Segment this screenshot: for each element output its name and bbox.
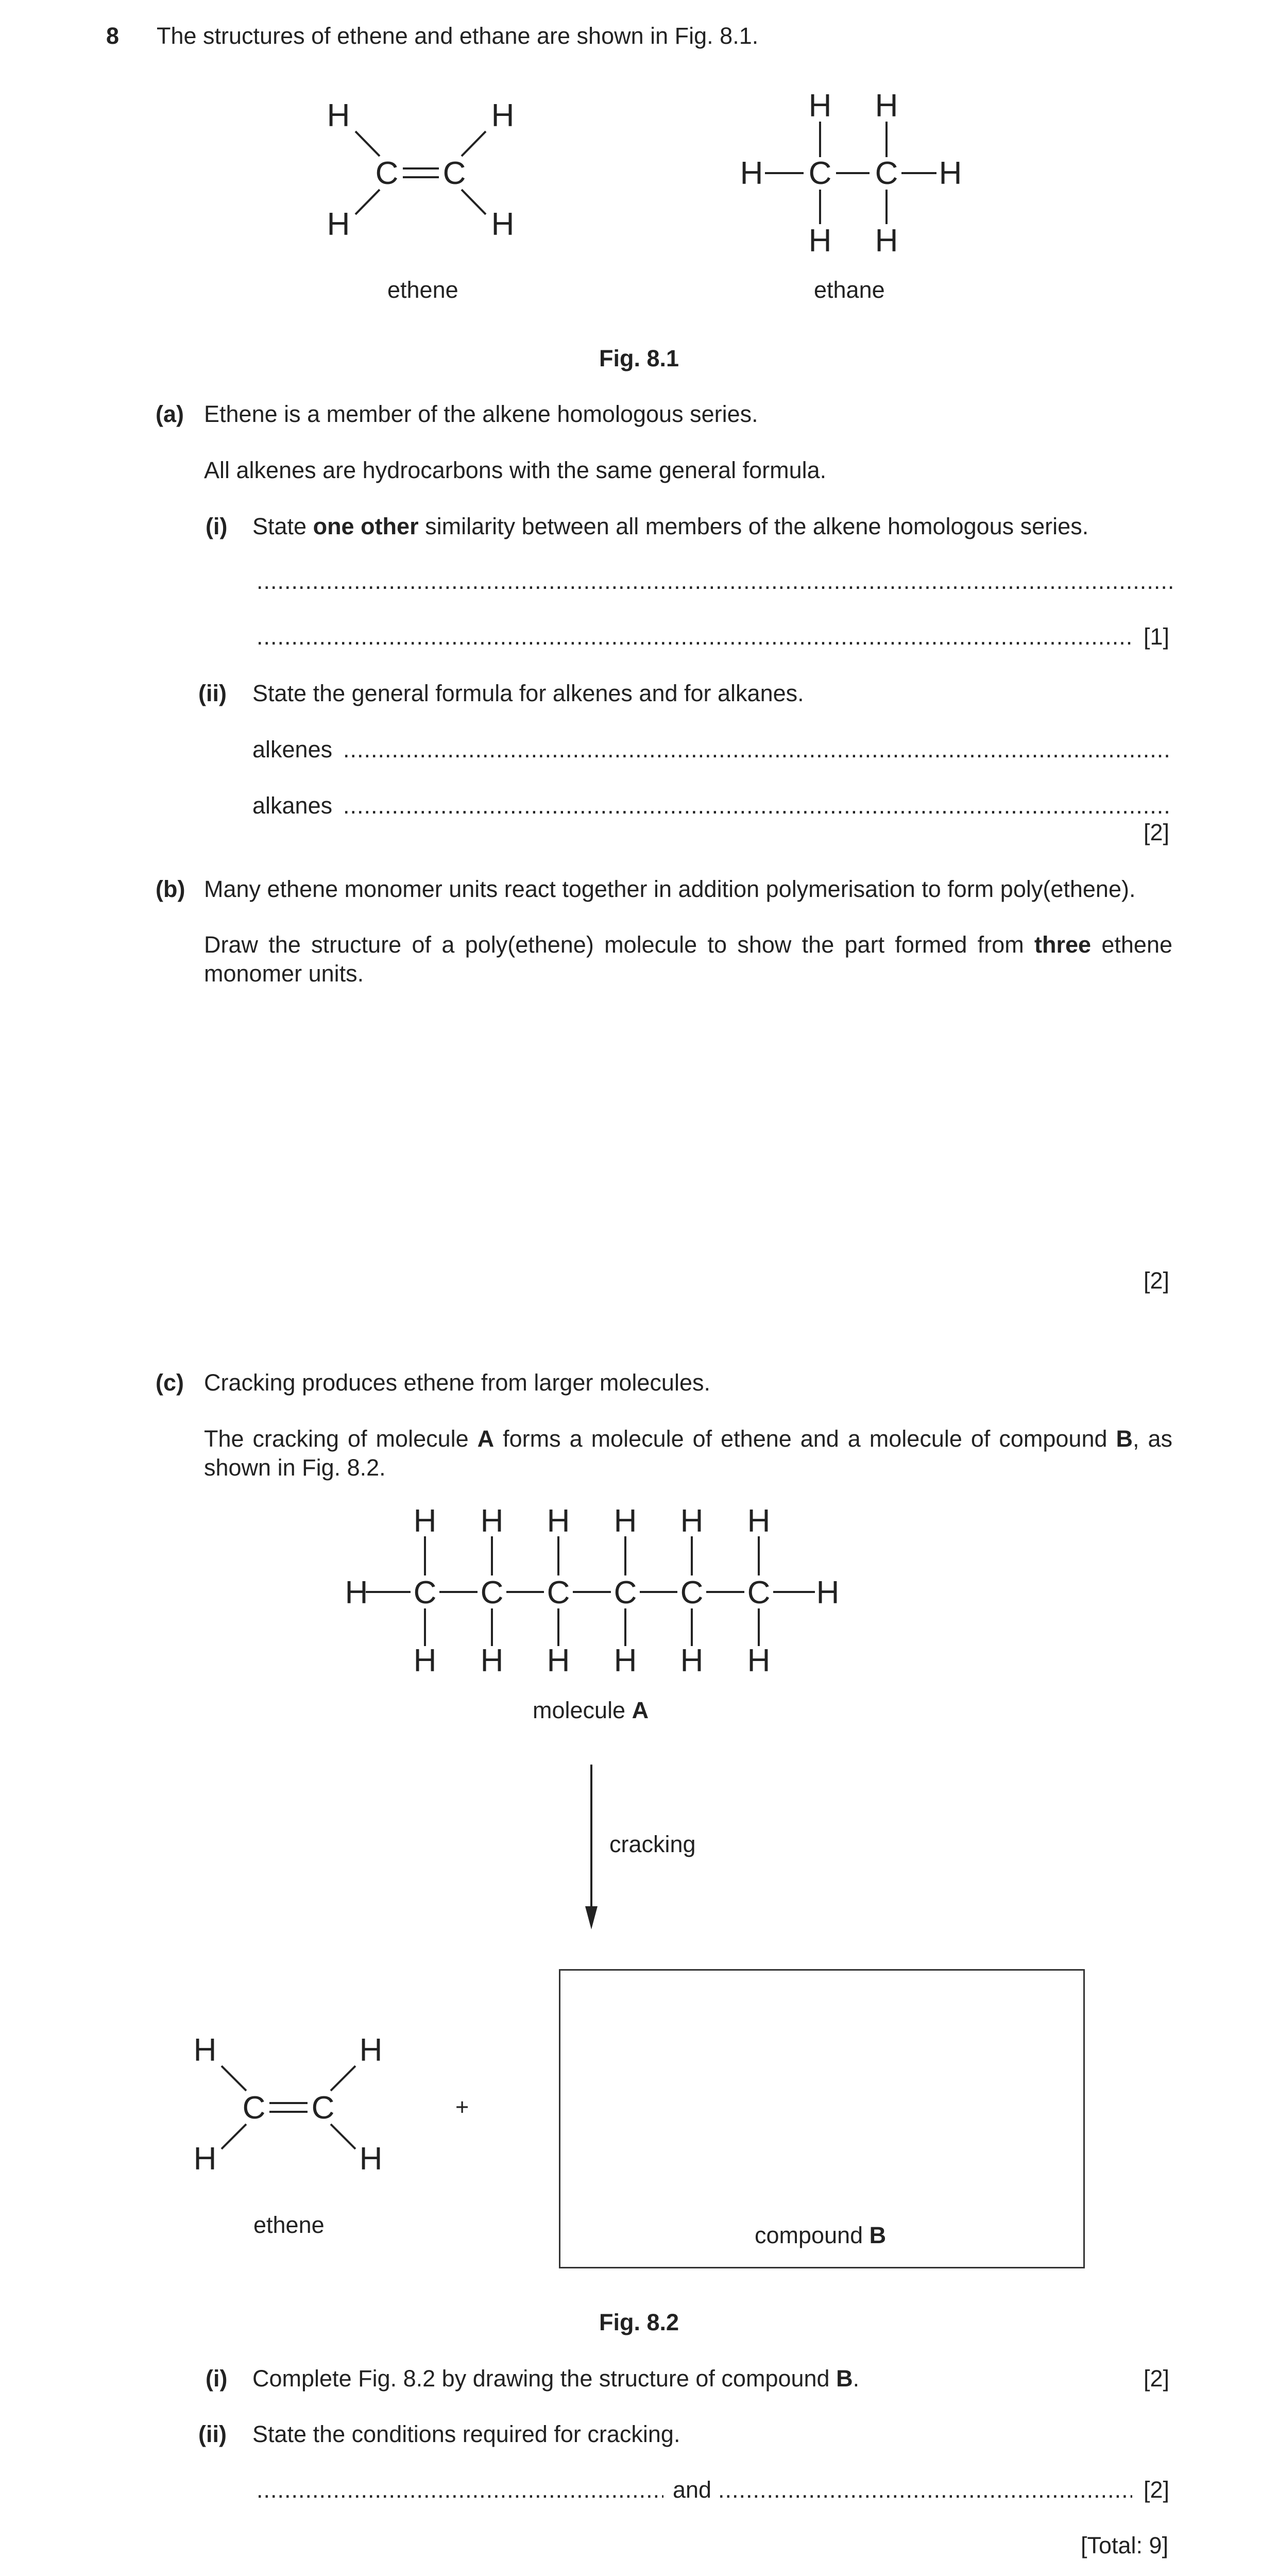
cracking-label: cracking: [609, 1831, 696, 1857]
atom-h: H: [875, 88, 898, 124]
ethane-bonds-fig81: [765, 122, 936, 224]
atom-h: H: [547, 1503, 570, 1539]
ethene-label: ethene: [387, 277, 458, 303]
ethene-atoms-fig82: [194, 2032, 383, 2177]
part-a-text1: Ethene is a member of the alkene homologous series.: [204, 401, 758, 427]
atom-c: C: [747, 1575, 771, 1611]
atom-c: C: [311, 2090, 335, 2126]
fig-8-2-caption: Fig. 8.2: [599, 2309, 679, 2335]
part-a-label: (a): [156, 401, 184, 427]
cracking-arrowhead: [585, 1906, 598, 1929]
atom-h: H: [614, 1643, 637, 1679]
ethene-label-fig82: ethene: [253, 2212, 325, 2238]
alkanes-label: alkanes: [252, 792, 333, 819]
atom-h: H: [413, 1643, 437, 1679]
part-c-i-question: Complete Fig. 8.2 by drawing the structure of compound B.: [252, 2365, 860, 2392]
atom-c: C: [480, 1575, 504, 1611]
part-c-label: (c): [156, 1369, 184, 1396]
ethene-bonds-fig82: [221, 2066, 355, 2149]
atom-h: H: [747, 1503, 771, 1539]
atom-h: H: [480, 1643, 504, 1679]
fig-8-1-caption: Fig. 8.1: [599, 345, 679, 371]
atom-h: H: [359, 2141, 383, 2177]
part-b-label: (b): [156, 876, 185, 902]
molecule-a-label: molecule A: [533, 1697, 649, 1723]
plus-sign: +: [455, 2094, 469, 2120]
atom-h: H: [680, 1503, 704, 1539]
atom-h: H: [491, 207, 515, 242]
atom-h: H: [359, 2032, 383, 2068]
alkanes-answer-line[interactable]: [343, 791, 1172, 818]
question-intro: The structures of ethene and ethane are shown in Fig. 8.1.: [157, 23, 759, 49]
part-c-ii-marks: [2]: [1144, 2477, 1170, 2503]
atom-h: H: [614, 1503, 637, 1539]
part-c-i-label: (i): [206, 2365, 228, 2392]
part-a-ii-label: (ii): [198, 680, 227, 706]
atom-c: C: [614, 1575, 637, 1611]
atom-h: H: [680, 1643, 704, 1679]
atom-h: H: [327, 98, 350, 133]
atom-h: H: [193, 2032, 217, 2068]
part-c-ii-label: (ii): [198, 2421, 227, 2447]
atom-c: C: [442, 156, 466, 191]
atom-h: H: [808, 223, 832, 259]
atom-c: C: [875, 156, 898, 191]
part-a-i-question: State one other similarity between all members of the alkene homologous series.: [252, 513, 1089, 539]
atom-h: H: [345, 1575, 368, 1611]
part-c-i-marks: [2]: [1144, 2365, 1170, 2392]
part-b-text1: Many ethene monomer units react together in addition polymerisation to form poly(ethene).: [204, 876, 1136, 902]
part-a-ii-question: State the general formula for alkenes and for alkanes.: [252, 680, 804, 706]
conditions-answer-line-2[interactable]: [718, 2476, 1132, 2502]
alkenes-answer-line[interactable]: [343, 735, 1172, 762]
atom-h: H: [808, 88, 832, 124]
conditions-answer-line-1[interactable]: [257, 2476, 663, 2502]
compound-b-label: compound B: [755, 2222, 887, 2248]
answer-line[interactable]: [257, 567, 1172, 594]
atom-h: H: [747, 1643, 771, 1679]
atom-c: C: [680, 1575, 704, 1611]
and-word: and: [673, 2477, 712, 2503]
part-b-text2: Draw the structure of a poly(ethene) molecule to show the part formed from three ethene monomer units.: [204, 931, 1173, 987]
atom-h: H: [939, 156, 962, 191]
atom-h: H: [816, 1575, 840, 1611]
atom-h: H: [547, 1643, 570, 1679]
part-a-text2: All alkenes are hydrocarbons with the same general formula.: [204, 457, 827, 483]
atom-h: H: [413, 1503, 437, 1539]
atom-h: H: [875, 223, 898, 259]
atom-h: H: [480, 1503, 504, 1539]
total-marks: [Total: 9]: [1081, 2532, 1169, 2558]
atom-h: H: [193, 2141, 217, 2177]
part-b-marks: [2]: [1144, 1267, 1170, 1294]
atom-h: H: [491, 98, 515, 133]
atom-h: H: [327, 207, 350, 242]
atom-h: H: [740, 156, 763, 191]
atom-c: C: [547, 1575, 570, 1611]
question-number: 8: [106, 23, 120, 49]
atom-c: C: [413, 1575, 437, 1611]
atom-c: C: [808, 156, 832, 191]
part-c-text1: Cracking produces ethene from larger molecules.: [204, 1369, 710, 1396]
answer-line[interactable]: [257, 622, 1132, 649]
alkenes-label: alkenes: [252, 736, 333, 762]
part-a-i-label: (i): [206, 513, 228, 539]
ethene-atoms-fig81: [327, 98, 515, 242]
part-a-ii-marks: [2]: [1144, 819, 1170, 845]
atom-c: C: [242, 2090, 266, 2126]
part-c-text2: The cracking of molecule A forms a molecule of ethene and a molecule of compound B, as shown in Fig. 8.2.: [204, 1426, 1172, 1481]
part-c-ii-question: State the conditions required for cracking.: [252, 2421, 680, 2447]
part-a-i-marks: [1]: [1144, 623, 1170, 650]
ethane-label: ethane: [814, 277, 885, 303]
atom-c: C: [375, 156, 399, 191]
